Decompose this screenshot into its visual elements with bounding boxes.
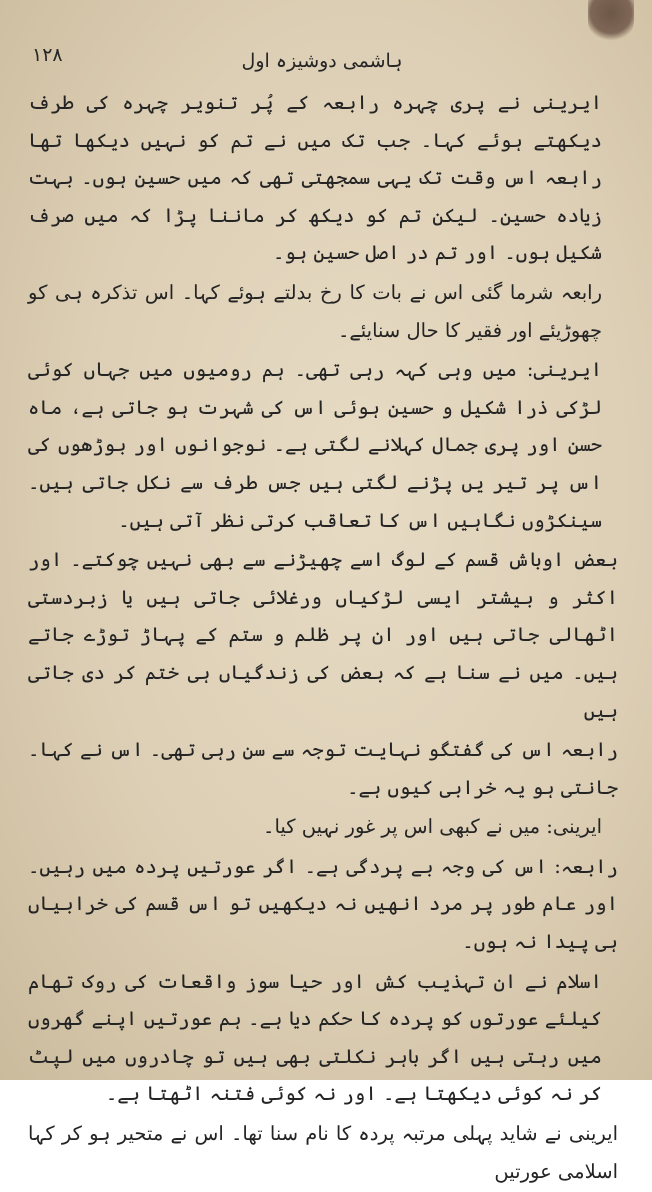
page-body: [28, 84, 618, 1192]
paragraph: اسلام نے ان تہذیب کش اور حیا سوز واقعات کی روک تھام کیلئے عورتوں کو پردہ کا حکم دیا ہے۔ ہم عورتیں اپنے گھروں میں رہتی ہیں اگر باہر نکلتی بھی ہیں تو چادروں میں لپٹ کر نہ کوئی دیکھتا ہے۔ اور نہ کوئی فتنہ اٹھتا ہے۔: [28, 969, 602, 1106]
paragraph: رابعہ: اس کی وجہ بے پردگی ہے۔ اگر عورتیں پردہ میں رہیں۔ اور عام طور پر مرد انھیں نہ دیکھیں تو اس قسم کی خرابیاں ہی پیدا نہ ہوں۔: [28, 854, 618, 954]
paragraph: ایرینی نے پری چہرہ رابعہ کے پُر تنویر چہرہ کی طرف دیکھتے ہوئے کہا۔ جب تک میں نے تم کو نہیں دیکھا تھا رابعہ اس وقت تک یہی سمجھتی تھی کہ میں حسین ہوں۔ بہت زیادہ حسین۔ لیکن تم کو دیکھ کر ماننا پڑا کہ میں صرف شکیل ہوں۔ اور تم در اصل حسین ہو۔: [28, 91, 602, 265]
paragraph: ایرینی نے شاید پہلی مرتبہ پردہ کا نام سنا تھا۔ اس نے متحیر ہو کر کہا اسلامی عورتیں: [28, 1122, 618, 1183]
paragraph: ایرینی: میں وہی کہہ رہی تھی۔ ہم رومیوں میں جہاں کوئی لڑکی ذرا شکیل و حسین ہوئی اس کی شہرت ہو جاتی ہے، ماہ حسن اور پری جمال کہلانے لگتی ہے۔ نوجوانوں اور بوڑھوں کی اس پر تیر یں پڑنے لگتی ہیں جس طرف سے نکل جاتی ہیں۔ سینکڑوں نگاہیں اس کا تعاقب کرتی نظر آتی ہیں۔: [28, 358, 602, 532]
page-number: ۱۲۸: [32, 44, 63, 66]
paragraph: ایرینی: میں نے کبھی اس پر غور نہیں کیا۔: [263, 815, 602, 839]
paper-stain: [588, 0, 634, 42]
running-title: ہاشمی دوشیزہ اول: [241, 50, 403, 72]
paragraph: رابعہ شرما گئی اس نے بات کا رخ بدلتے ہوئے کہا۔ اس تذکرہ ہی کو چھوڑیئے اور فقیر کا حال سنایئے۔: [28, 280, 602, 342]
paragraph: بعض اوباش قسم کے لوگ اسے چھیڑنے سے بھی نہیں چوکتے۔ اور اکثر و بیشتر ایسی لڑکیاں ورغلائی جاتی ہیں یا زبردستی اٹھالی جاتی ہیں اور ان پر ظلم و ستم کے پہاڑ توڑے جاتے ہیں۔ میں نے سنا ہے کہ بعض کی زندگیاں ہی ختم کر دی جاتی ہیں: [28, 548, 618, 722]
paragraph: رابعہ اس کی گفتگو نہایت توجہ سے سن رہی تھی۔ اس نے کہا۔ جانتی ہو یہ خرابی کیوں ہے۔: [28, 738, 618, 799]
page-header: [32, 42, 612, 82]
